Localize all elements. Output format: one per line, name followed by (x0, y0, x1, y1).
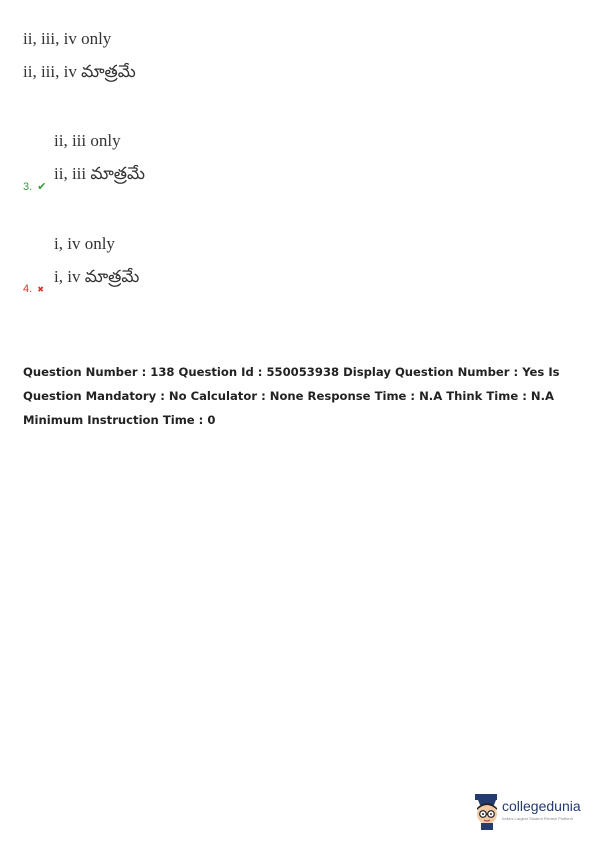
brand-tagline: India's Largest Student Review Platform (502, 816, 574, 821)
question-metadata: Question Number : 138 Question Id : 550053938 Display Question Number : Yes Is Question Mandatory : No Calculator : None Response Time : N.A Think Time : N.A Minimum Instruction Time : 0 (23, 365, 560, 427)
option-4-number (23, 283, 44, 295)
option-4-telugu: i, iv మాత్రమే (54, 267, 140, 286)
cross-icon: ✖ (37, 285, 44, 294)
collegedunia-logo (472, 792, 590, 832)
option-top-english: ii, iii, iv only (23, 29, 112, 48)
mascot-icon (472, 792, 502, 832)
brand-name: collegedunia (502, 798, 581, 814)
option-4-label: 4. (23, 283, 33, 295)
option-3-label: 3. (23, 181, 33, 193)
option-4-english: i, iv only (54, 234, 115, 253)
option-3-number (23, 180, 46, 193)
option-3-english: ii, iii only (54, 131, 121, 150)
check-icon: ✔ (37, 181, 47, 193)
option-top-telugu: ii, iii, iv మాత్రమే (23, 62, 136, 81)
option-3-telugu: ii, iii మాత్రమే (54, 164, 146, 183)
